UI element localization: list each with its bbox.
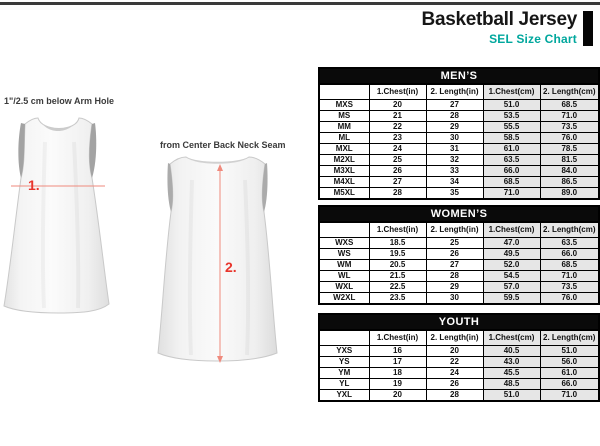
page-title: Basketball Jersey xyxy=(421,9,577,30)
length-measure-label: 2. xyxy=(225,259,237,275)
table-row xyxy=(319,390,599,402)
value-cell: 45.5 xyxy=(483,368,540,379)
value-cell: 25 xyxy=(369,155,426,166)
value-cell: 71.0 xyxy=(540,390,599,402)
size-name-cell: WXL xyxy=(319,282,369,293)
value-cell: 86.5 xyxy=(540,177,599,188)
value-cell: 16 xyxy=(369,346,426,357)
table-row xyxy=(319,155,599,166)
page-header xyxy=(422,10,577,46)
value-cell: 24 xyxy=(369,144,426,155)
fold-line xyxy=(43,142,45,308)
value-cell: 23 xyxy=(369,133,426,144)
value-cell: 28 xyxy=(426,271,483,282)
value-cell: 68.5 xyxy=(540,260,599,271)
value-cell: 59.5 xyxy=(483,293,540,305)
size-table-youth xyxy=(318,313,600,402)
column-header: 2. Length(in) xyxy=(426,84,483,100)
size-name-cell: M5XL xyxy=(319,188,369,200)
value-cell: 58.5 xyxy=(483,133,540,144)
table-row xyxy=(319,238,599,249)
value-cell: 81.5 xyxy=(540,155,599,166)
table-row xyxy=(319,271,599,282)
value-cell: 19.5 xyxy=(369,249,426,260)
table-row xyxy=(319,122,599,133)
value-cell: 31 xyxy=(426,144,483,155)
value-cell: 49.5 xyxy=(483,249,540,260)
value-cell: 21.5 xyxy=(369,271,426,282)
value-cell: 18 xyxy=(369,368,426,379)
column-header: 2. Length(in) xyxy=(426,330,483,346)
value-cell: 78.5 xyxy=(540,144,599,155)
column-header: 2. Length(cm) xyxy=(540,84,599,100)
value-cell: 32 xyxy=(426,155,483,166)
value-cell: 51.0 xyxy=(540,346,599,357)
value-cell: 73.5 xyxy=(540,122,599,133)
column-header: 1.Chest(cm) xyxy=(483,222,540,238)
value-cell: 20.5 xyxy=(369,260,426,271)
table-row xyxy=(319,177,599,188)
value-cell: 27 xyxy=(426,260,483,271)
value-cell: 27 xyxy=(369,177,426,188)
column-header: 1.Chest(in) xyxy=(369,330,426,346)
value-cell: 22 xyxy=(369,122,426,133)
value-cell: 68.5 xyxy=(540,100,599,111)
header-accent-bar xyxy=(583,11,593,46)
table-row xyxy=(319,249,599,260)
table-row xyxy=(319,260,599,271)
value-cell: 76.0 xyxy=(540,293,599,305)
chest-measure-label: 1. xyxy=(28,177,40,193)
value-cell: 51.0 xyxy=(483,100,540,111)
column-header xyxy=(319,84,369,100)
value-cell: 54.5 xyxy=(483,271,540,282)
fold-line xyxy=(190,180,192,355)
table-row xyxy=(319,133,599,144)
size-name-cell: M3XL xyxy=(319,166,369,177)
value-cell: 28 xyxy=(426,111,483,122)
column-header: 2. Length(in) xyxy=(426,222,483,238)
column-header xyxy=(319,330,369,346)
value-cell: 56.0 xyxy=(540,357,599,368)
table-row xyxy=(319,282,599,293)
size-name-cell: M2XL xyxy=(319,155,369,166)
size-name-cell: MXS xyxy=(319,100,369,111)
value-cell: 26 xyxy=(369,166,426,177)
size-name-cell: ML xyxy=(319,133,369,144)
value-cell: 19 xyxy=(369,379,426,390)
value-cell: 20 xyxy=(426,346,483,357)
size-name-cell: WXS xyxy=(319,238,369,249)
table-title: MEN’S xyxy=(319,68,599,84)
value-cell: 84.0 xyxy=(540,166,599,177)
value-cell: 63.5 xyxy=(483,155,540,166)
size-table-womens xyxy=(318,205,600,305)
value-cell: 24 xyxy=(426,368,483,379)
size-name-cell: MM xyxy=(319,122,369,133)
table-title: YOUTH xyxy=(319,314,599,330)
value-cell: 51.0 xyxy=(483,390,540,402)
value-cell: 20 xyxy=(369,390,426,402)
value-cell: 48.5 xyxy=(483,379,540,390)
value-cell: 40.5 xyxy=(483,346,540,357)
size-name-cell: M4XL xyxy=(319,177,369,188)
value-cell: 18.5 xyxy=(369,238,426,249)
value-cell: 26 xyxy=(426,379,483,390)
back-jersey-illustration xyxy=(150,150,285,365)
value-cell: 52.0 xyxy=(483,260,540,271)
table-row xyxy=(319,111,599,122)
column-header: 1.Chest(cm) xyxy=(483,330,540,346)
column-header: 1.Chest(in) xyxy=(369,222,426,238)
value-cell: 28 xyxy=(426,390,483,402)
value-cell: 43.0 xyxy=(483,357,540,368)
value-cell: 66.0 xyxy=(540,379,599,390)
value-cell: 71.0 xyxy=(483,188,540,200)
front-jersey-illustration xyxy=(0,112,118,317)
size-name-cell: WL xyxy=(319,271,369,282)
value-cell: 33 xyxy=(426,166,483,177)
value-cell: 57.0 xyxy=(483,282,540,293)
back-jersey-body xyxy=(158,157,277,361)
table-row xyxy=(319,100,599,111)
back-measure-note: from Center Back Neck Seam xyxy=(160,140,286,150)
table-row xyxy=(319,368,599,379)
size-name-cell: MS xyxy=(319,111,369,122)
column-header: 2. Length(cm) xyxy=(540,330,599,346)
table-row xyxy=(319,357,599,368)
size-table-mens xyxy=(318,67,600,200)
value-cell: 30 xyxy=(426,293,483,305)
value-cell: 28 xyxy=(369,188,426,200)
size-name-cell: WS xyxy=(319,249,369,260)
size-name-cell: YM xyxy=(319,368,369,379)
value-cell: 71.0 xyxy=(540,111,599,122)
table-row xyxy=(319,144,599,155)
table-row xyxy=(319,188,599,200)
value-cell: 66.0 xyxy=(540,249,599,260)
value-cell: 22.5 xyxy=(369,282,426,293)
front-measure-note: 1"/2.5 cm below Arm Hole xyxy=(4,96,114,106)
value-cell: 21 xyxy=(369,111,426,122)
value-cell: 89.0 xyxy=(540,188,599,200)
table-row xyxy=(319,293,599,305)
value-cell: 71.0 xyxy=(540,271,599,282)
column-header: 1.Chest(in) xyxy=(369,84,426,100)
value-cell: 25 xyxy=(426,238,483,249)
size-name-cell: YS xyxy=(319,357,369,368)
value-cell: 26 xyxy=(426,249,483,260)
table-row xyxy=(319,166,599,177)
size-name-cell: YXS xyxy=(319,346,369,357)
value-cell: 73.5 xyxy=(540,282,599,293)
value-cell: 29 xyxy=(426,122,483,133)
value-cell: 53.5 xyxy=(483,111,540,122)
table-row xyxy=(319,379,599,390)
size-name-cell: MXL xyxy=(319,144,369,155)
page-subtitle: SEL Size Chart xyxy=(489,31,577,46)
value-cell: 20 xyxy=(369,100,426,111)
table-row xyxy=(319,346,599,357)
size-name-cell: YL xyxy=(319,379,369,390)
value-cell: 55.5 xyxy=(483,122,540,133)
value-cell: 30 xyxy=(426,133,483,144)
value-cell: 17 xyxy=(369,357,426,368)
value-cell: 66.0 xyxy=(483,166,540,177)
size-name-cell: W2XL xyxy=(319,293,369,305)
value-cell: 61.0 xyxy=(483,144,540,155)
value-cell: 29 xyxy=(426,282,483,293)
value-cell: 35 xyxy=(426,188,483,200)
value-cell: 68.5 xyxy=(483,177,540,188)
value-cell: 76.0 xyxy=(540,133,599,144)
size-name-cell: WM xyxy=(319,260,369,271)
size-name-cell: YXL xyxy=(319,390,369,402)
value-cell: 63.5 xyxy=(540,238,599,249)
value-cell: 22 xyxy=(426,357,483,368)
table-title: WOMEN’S xyxy=(319,206,599,222)
value-cell: 61.0 xyxy=(540,368,599,379)
value-cell: 47.0 xyxy=(483,238,540,249)
value-cell: 27 xyxy=(426,100,483,111)
top-divider-rule xyxy=(0,2,600,5)
value-cell: 34 xyxy=(426,177,483,188)
column-header xyxy=(319,222,369,238)
column-header: 2. Length(cm) xyxy=(540,222,599,238)
column-header: 1.Chest(cm) xyxy=(483,84,540,100)
value-cell: 23.5 xyxy=(369,293,426,305)
